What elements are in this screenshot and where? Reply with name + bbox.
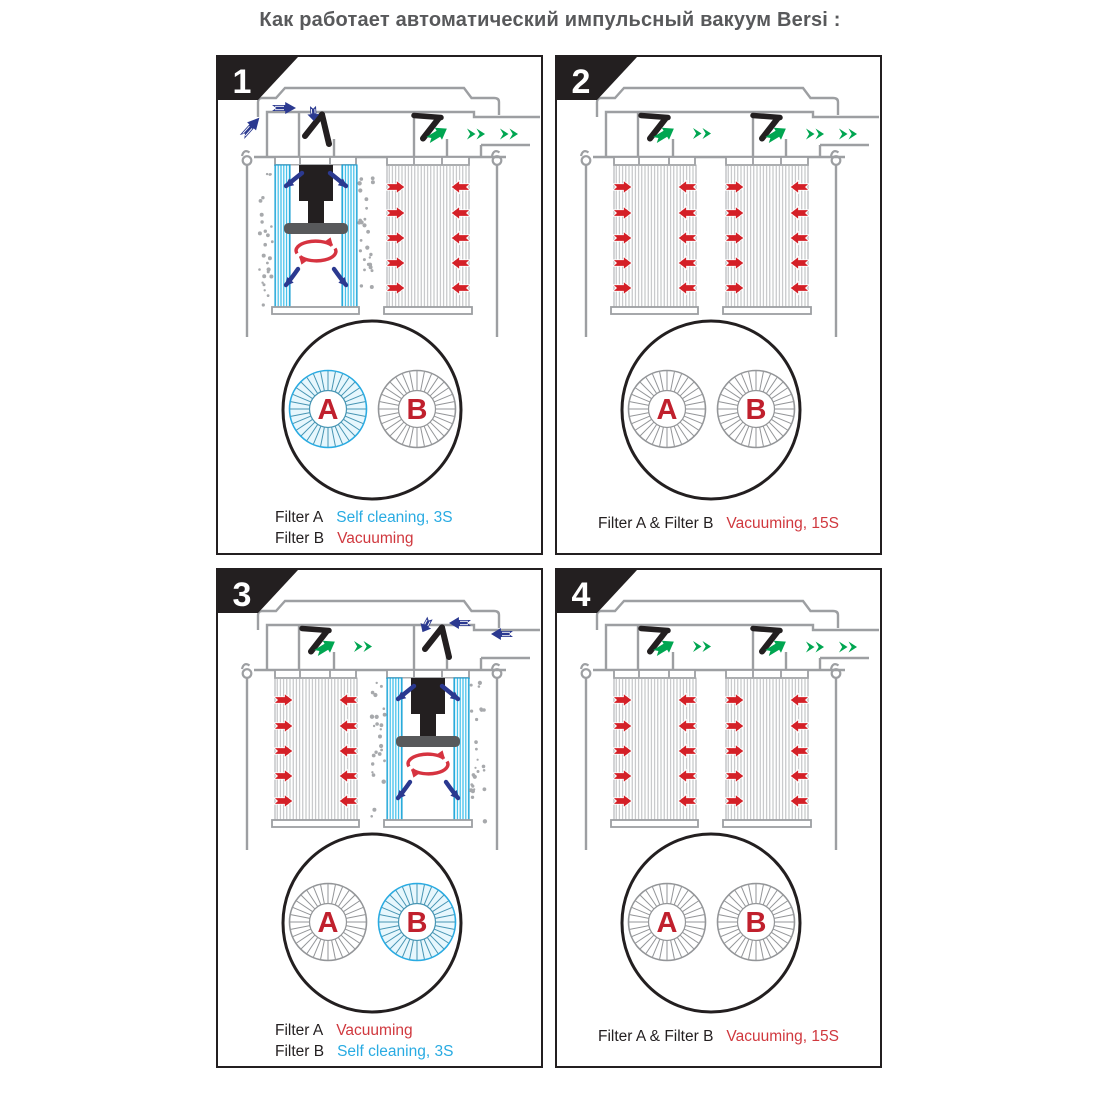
- airflow-chevrons-icon: [500, 129, 518, 140]
- step-number: 1: [232, 63, 252, 101]
- caption-line: [275, 528, 414, 549]
- filter-letter: A: [317, 394, 339, 426]
- filter-letter: B: [406, 907, 428, 939]
- step-panel-2: [555, 55, 882, 555]
- filter-letter: B: [745, 907, 767, 939]
- filter-bottom-caps: [272, 820, 472, 827]
- filter-cartridge-vacuuming: [725, 678, 809, 820]
- airflow-chevrons-icon: [839, 642, 857, 653]
- top-view-circle: [622, 321, 800, 499]
- caption-block: [557, 513, 880, 534]
- caption-line: [275, 1041, 453, 1062]
- pulse-air-arrow-icon: [238, 114, 264, 141]
- step-number-badge: [218, 570, 298, 614]
- top-view-circle: [283, 834, 461, 1012]
- airflow-chevrons-icon: [354, 641, 372, 652]
- filter-name-label: Filter A & Filter B: [597, 1028, 714, 1045]
- caption-line: [275, 1020, 413, 1041]
- filter-cartridge-vacuuming: [725, 165, 809, 307]
- top-view-filter-cleaning: [290, 371, 367, 448]
- step-number: 3: [232, 576, 252, 614]
- filter-name-label: Filter A: [275, 509, 324, 526]
- step-panel-3: [216, 568, 543, 1068]
- pulse-diffuser-plate: [284, 223, 348, 234]
- filter-bottom-caps: [611, 307, 811, 314]
- filter-cartridge-self-cleaning: [258, 165, 375, 307]
- top-view-circle: [622, 834, 800, 1012]
- top-view-filter-cleaning: [379, 884, 456, 961]
- filter-status-text: Vacuuming, 15S: [726, 515, 839, 532]
- top-view-filter-vacuuming: [718, 371, 795, 448]
- diagram-step-3: [218, 570, 540, 1065]
- step-panel-4: [555, 568, 882, 1068]
- pulse-diffuser-plate: [396, 736, 460, 747]
- airflow-chevrons-icon: [467, 129, 485, 140]
- filter-cartridge-self-cleaning: [370, 678, 487, 824]
- filter-cartridge-vacuuming: [613, 165, 697, 307]
- caption-block: [557, 1026, 880, 1047]
- filter-cartridge-vacuuming: [274, 678, 358, 820]
- top-view-circle: [283, 321, 461, 499]
- caption-line: [598, 513, 839, 534]
- caption-block: [218, 507, 541, 549]
- diagram-step-4: [557, 570, 879, 1065]
- caption-block: [218, 1020, 541, 1062]
- tube-sheet-caps: [275, 670, 469, 678]
- filter-letter: A: [656, 907, 678, 939]
- filter-status-text: Vacuuming, 15S: [726, 1028, 839, 1045]
- valve-closed-icon: [425, 628, 449, 658]
- step-number: 4: [571, 576, 591, 614]
- filter-name-label: Filter A & Filter B: [597, 515, 714, 532]
- filter-letter: B: [745, 394, 767, 426]
- step-number-badge: [557, 57, 637, 101]
- step-panel-1: [216, 55, 543, 555]
- filter-status-text: Self cleaning, 3S: [337, 1043, 454, 1060]
- caption-line: [275, 507, 453, 528]
- airflow-chevrons-icon: [806, 642, 824, 653]
- top-view-filter-vacuuming: [629, 371, 706, 448]
- filter-cartridge-vacuuming: [386, 165, 470, 307]
- diagram-step-1: [218, 57, 540, 552]
- filter-letter: A: [317, 907, 339, 939]
- airflow-chevrons-icon: [839, 129, 857, 140]
- page-title: Как работает автоматический импульсный вакуум Bersi :: [259, 9, 841, 31]
- filter-status-text: Vacuuming: [336, 1022, 413, 1039]
- airflow-chevrons-icon: [693, 128, 711, 139]
- top-view-filter-vacuuming: [718, 884, 795, 961]
- airflow-chevrons-icon: [806, 129, 824, 140]
- filter-name-label: Filter B: [275, 530, 325, 547]
- valve-closed-icon: [305, 115, 329, 145]
- top-view-filter-vacuuming: [629, 884, 706, 961]
- filter-name-label: Filter B: [275, 1043, 325, 1060]
- filter-bottom-caps: [272, 307, 472, 314]
- step-number: 2: [571, 63, 591, 101]
- filter-cartridge-vacuuming: [613, 678, 697, 820]
- step-number-badge: [218, 57, 298, 101]
- top-view-filter-vacuuming: [379, 371, 456, 448]
- diagram-step-2: [557, 57, 879, 552]
- pulse-air-arrow-icon: [449, 617, 471, 629]
- filter-letter: B: [406, 394, 428, 426]
- step-number-badge: [557, 570, 637, 614]
- airflow-chevrons-icon: [693, 641, 711, 652]
- filter-letter: A: [656, 394, 678, 426]
- filter-status-text: Vacuuming: [337, 530, 414, 547]
- filter-status-text: Self cleaning, 3S: [336, 509, 453, 526]
- filter-name-label: Filter A: [275, 1022, 324, 1039]
- tube-sheet-caps: [614, 670, 808, 678]
- caption-line: [598, 1026, 839, 1047]
- filter-bottom-caps: [611, 820, 811, 827]
- top-view-filter-vacuuming: [290, 884, 367, 961]
